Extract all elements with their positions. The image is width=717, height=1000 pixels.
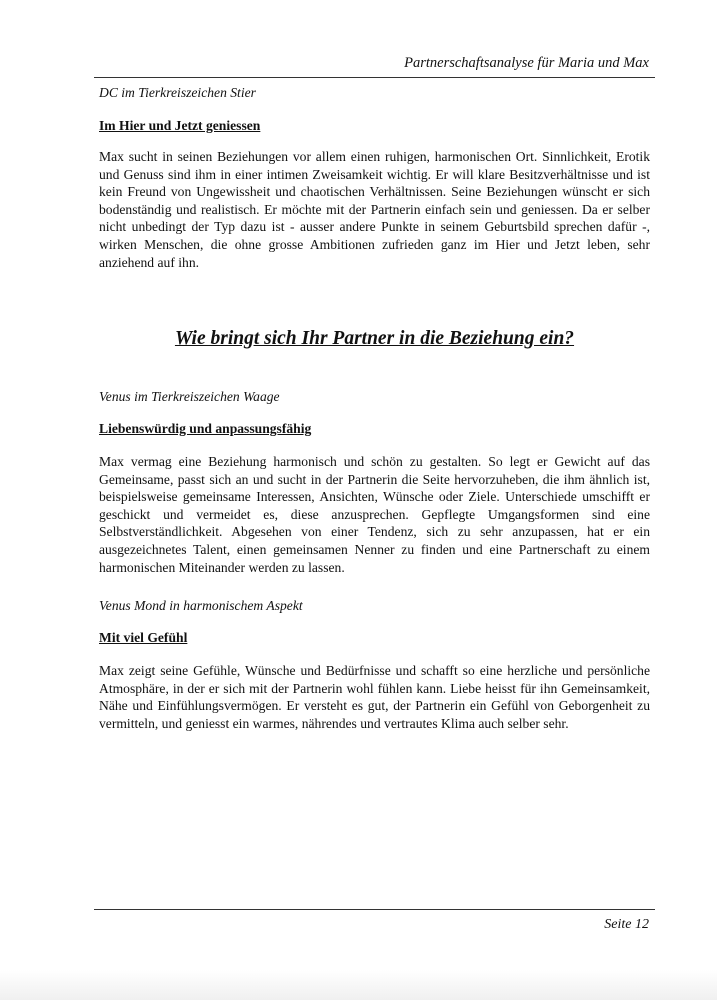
section-heading: Mit viel Gefühl — [99, 630, 188, 645]
section-subtitle: DC im Tierkreiszeichen Stier — [99, 85, 256, 100]
page-number: Seite 12 — [604, 917, 649, 932]
section-paragraph: Max zeigt seine Gefühle, Wünsche und Bedürfnisse und schafft so eine herzliche und persönliche Atmosphäre, in der er sich mit der Partnerin wohl fühlen kann. Liebe heisst für ihn Gemeinsamkeit, Nähe und Einfühlungsvermögen. Er versteht es gut, der Partnerin ein Gefühl von Geborgenheit zu vermitteln, und geniesst ein warmes, nährendes und vertrautes Klima auch selber sehr. — [99, 663, 650, 731]
header-divider — [94, 77, 655, 78]
section-subtitle: Venus Mond in harmonischem Aspekt — [99, 598, 303, 613]
footer-divider — [94, 909, 655, 910]
section-subtitle: Venus im Tierkreiszeichen Waage — [99, 389, 280, 404]
chapter-title: Wie bringt sich Ihr Partner in die Beziehung ein? — [174, 328, 575, 349]
section-heading: Liebenswürdig und anpassungsfähig — [99, 421, 312, 436]
section-paragraph: Max vermag eine Beziehung harmonisch und schön zu gestalten. So legt er Gewicht auf das Gemeinsame, passt sich an und sucht in der Partnerin die Seite hervorzuheben, die ihm ähnlich ist, beispielsweise gemeinsame Interessen, Ansichten, Wünsche oder Ziele. Unterschiede umschifft er geschickt und vermeidet es, diese anzusprechen. Gepflegte Umgangsformen sind eine Selbstverständlichkeit. Abgesehen von einer Tendenz, sich zu sehr anzupassen, hat er ein ausgezeichnetes Talent, einen gemeinsamen Nenner zu finden und eine Partnerschaft zu einem harmonischen Miteinander werden zu lassen. — [99, 454, 650, 575]
section-heading: Im Hier und Jetzt geniessen — [99, 118, 261, 133]
section-paragraph: Max sucht in seinen Beziehungen vor allem einen ruhigen, harmonischen Ort. Sinnlichkeit, Erotik und Genuss sind ihm in einer intimen Zweisamkeit wichtig. Er will klare Besitzverhältnisse und ist kein Freund von Ungewissheit und chaotischen Verhältnissen. Seine Beziehungen wünscht er sich bodenständig und realistisch. Er möchte mit der Partnerin einfach sein und geniessen. Da er selber nicht unbedingt der Typ dazu ist - ausser andere Punkte in seinem Geburtsbild sprechen dafür -, wirken Menschen, die ohne grosse Ambitionen zufrieden ganz im Hier und Jetzt leben, sehr anziehend auf ihn. — [99, 149, 650, 270]
running-header: Partnerschaftsanalyse für Maria und Max — [404, 55, 649, 71]
